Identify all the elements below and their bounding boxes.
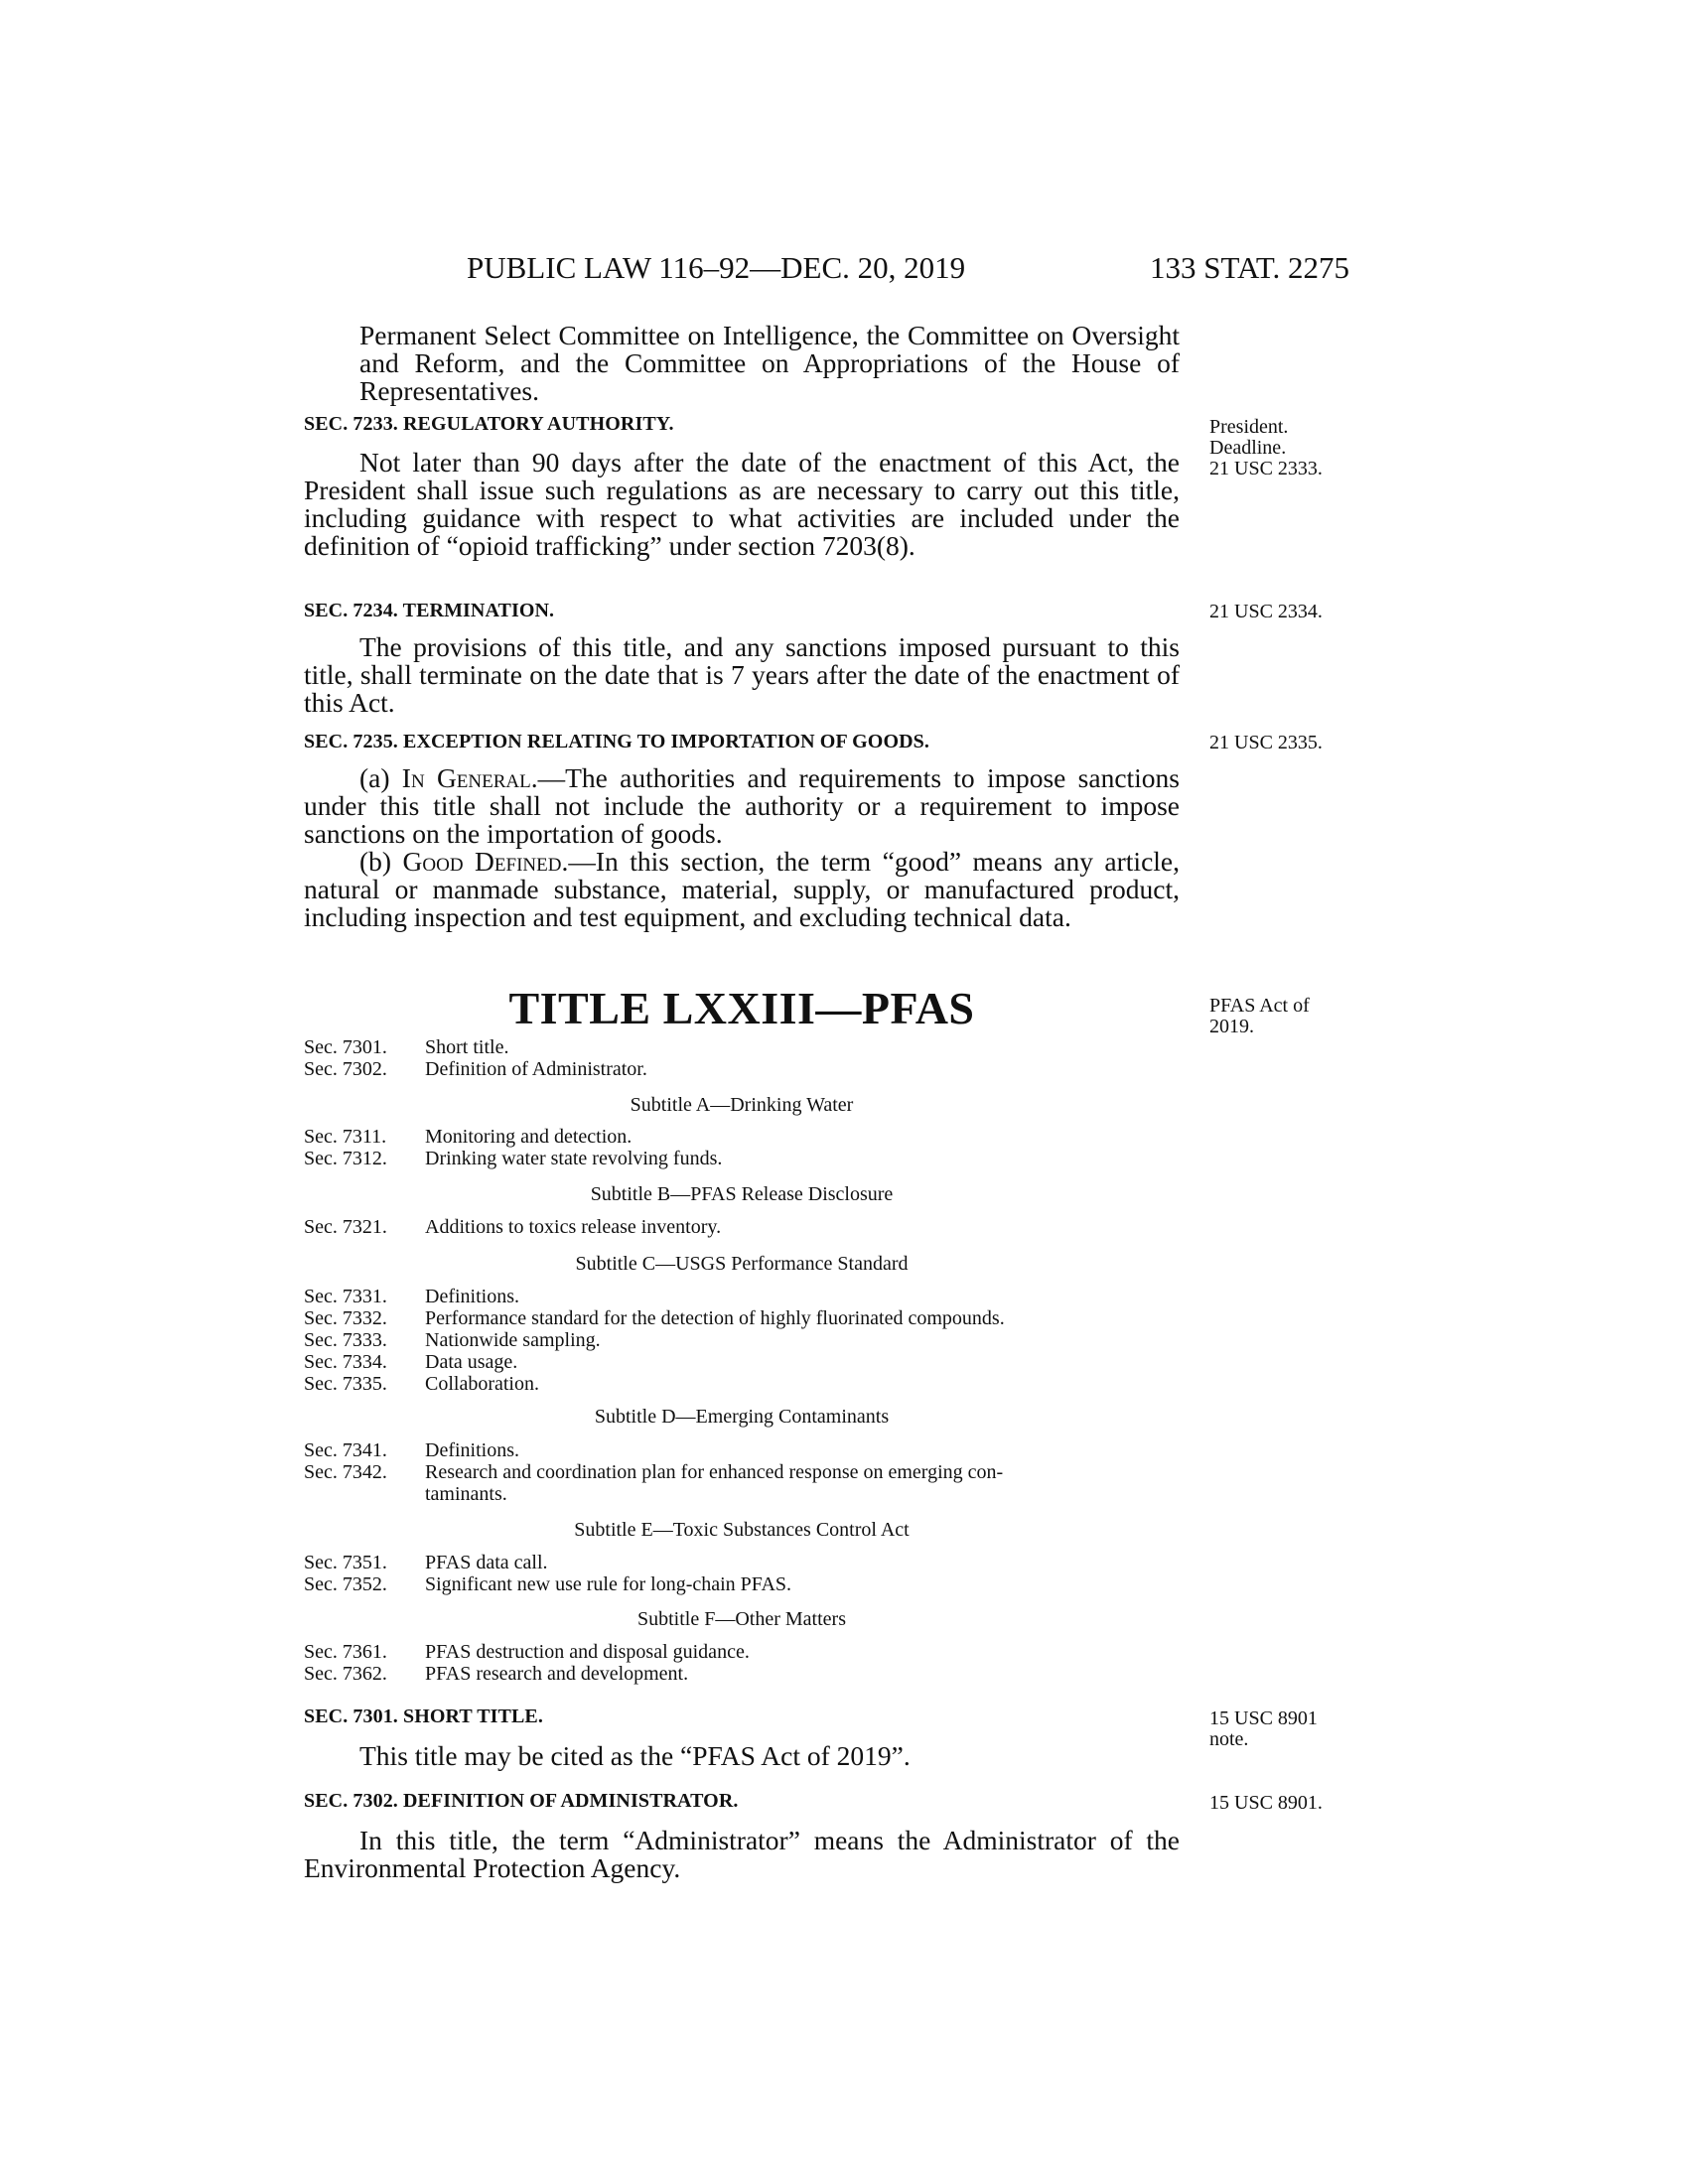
subsection-a: (a) In General.—The authorities and requirements to impose sanctions under this title shall not include the authority or a requirement to impose sanctions on the importation of goods. — [304, 762, 1181, 849]
toc-subtitle-a — [304, 1126, 1180, 1169]
title-margin-note: PFAS Act of 2019. — [1209, 995, 1310, 1037]
page-number: 133 STAT. 2275 — [1150, 250, 1350, 285]
sec-7301-body: This title may be cited as the “PFAS Act of 2019”. — [359, 1740, 911, 1771]
sec-7235-body — [304, 764, 1180, 931]
sec-7234-body: The provisions of this title, and any sanctions imposed pursuant to this title, shall terminate on the date that is 7 years after the date of the enactment of this Act. — [304, 631, 1180, 718]
toc-item: Sec. 7342. Research and coordination plan for enhanced response on emerging con- — [304, 1461, 1004, 1483]
sec-7234-heading: SEC. 7234. TERMINATION. — [304, 600, 555, 621]
toc-subtitle-d — [304, 1439, 1180, 1505]
sec-7301-heading: SEC. 7301. SHORT TITLE. — [304, 1706, 543, 1727]
toc-item: Sec. 7331. Definitions. — [304, 1286, 519, 1307]
toc-subtitle-b — [304, 1216, 1180, 1238]
sec-7233-body: Not later than 90 days after the date of the enactment of this Act, the President shall issue such regulations as are necessary to carry out this title, including guidance with respect to what activities are included under the definition of “opioid trafficking” under section 7203(8). — [304, 447, 1180, 561]
subtitle-c-heading: Subtitle C—USGS Performance Standard — [575, 1253, 909, 1275]
sec-7301-margin-note: 15 USC 8901 note. — [1209, 1707, 1318, 1750]
toc-item: Sec. 7334. Data usage. — [304, 1351, 518, 1373]
toc-item: Sec. 7361. PFAS destruction and disposal guidance. — [304, 1641, 750, 1663]
sec-7302-heading: SEC. 7302. DEFINITION OF ADMINISTRATOR. — [304, 1790, 739, 1812]
subsection-b: (b) Good Defined.—In this section, the term “good” means any article, natural or manmade substance, material, supply, or manufactured product, including inspection and test equipment, and excluding technical data. — [304, 846, 1180, 932]
toc-top — [304, 1036, 1180, 1080]
toc-item: Sec. 7335. Collaboration. — [304, 1373, 539, 1395]
subsection-b-label: Good Defined — [402, 846, 562, 877]
subsection-a-label: In General — [401, 762, 531, 793]
toc-item: Sec. 7341. Definitions. — [304, 1439, 519, 1461]
toc-item: Sec. 7332. Performance standard for the detection of highly fluorinated compounds. — [304, 1307, 1005, 1329]
subtitle-b-heading: Subtitle B—PFAS Release Disclosure — [590, 1183, 894, 1205]
toc-subtitle-f — [304, 1641, 1180, 1685]
toc-item: Sec. 7302. Definition of Administrator. — [304, 1058, 647, 1080]
toc-item-continuation: taminants. — [425, 1483, 507, 1505]
subtitle-d-heading: Subtitle D—Emerging Contaminants — [594, 1406, 890, 1428]
intro-paragraph: Permanent Select Committee on Intelligence, the Committee on Oversight and Reform, and the Committee on Appropriations of the House of Representatives. — [359, 320, 1180, 406]
subtitle-e-heading: Subtitle E—Toxic Substances Control Act — [574, 1519, 910, 1541]
running-header-left: PUBLIC LAW 116–92—DEC. 20, 2019 — [467, 250, 966, 285]
toc-item: Sec. 7321. Additions to toxics release inventory. — [304, 1216, 722, 1238]
sec-7302-margin-note: 15 USC 8901. — [1209, 1792, 1323, 1814]
toc-item: Sec. 7351. PFAS data call. — [304, 1552, 548, 1573]
toc-item: Sec. 7333. Nationwide sampling. — [304, 1329, 601, 1351]
sec-7233-heading: SEC. 7233. REGULATORY AUTHORITY. — [304, 413, 674, 435]
subtitle-f-heading: Subtitle F—Other Matters — [637, 1608, 846, 1630]
toc-item: Sec. 7301. Short title. — [304, 1036, 509, 1058]
sec-7235-heading: SEC. 7235. EXCEPTION RELATING TO IMPORTATION OF GOODS. — [304, 731, 929, 752]
margin-note: President. — [1209, 416, 1289, 438]
sec-7302-body: In this title, the term “Administrator” means the Administrator of the Environmental Protection Agency. — [304, 1825, 1180, 1883]
title-heading: TITLE LXXIII—PFAS — [508, 983, 975, 1033]
margin-note: Deadline. — [1209, 437, 1287, 459]
toc-item: Sec. 7352. Significant new use rule for long-chain PFAS. — [304, 1573, 792, 1595]
toc-item: Sec. 7362. PFAS research and development. — [304, 1663, 689, 1685]
toc-subtitle-c — [304, 1286, 1180, 1395]
toc-subtitle-e — [304, 1552, 1180, 1595]
sec-7233-margin-notes — [1209, 417, 1368, 479]
sec-7235-margin-note: 21 USC 2335. — [1209, 732, 1323, 753]
margin-note: 21 USC 2333. — [1209, 458, 1323, 479]
toc-item: Sec. 7311. Monitoring and detection. — [304, 1126, 633, 1148]
sec-7234-margin-note: 21 USC 2334. — [1209, 601, 1323, 622]
subtitle-a-heading: Subtitle A—Drinking Water — [630, 1094, 854, 1116]
toc-item: Sec. 7312. Drinking water state revolving funds. — [304, 1148, 723, 1169]
